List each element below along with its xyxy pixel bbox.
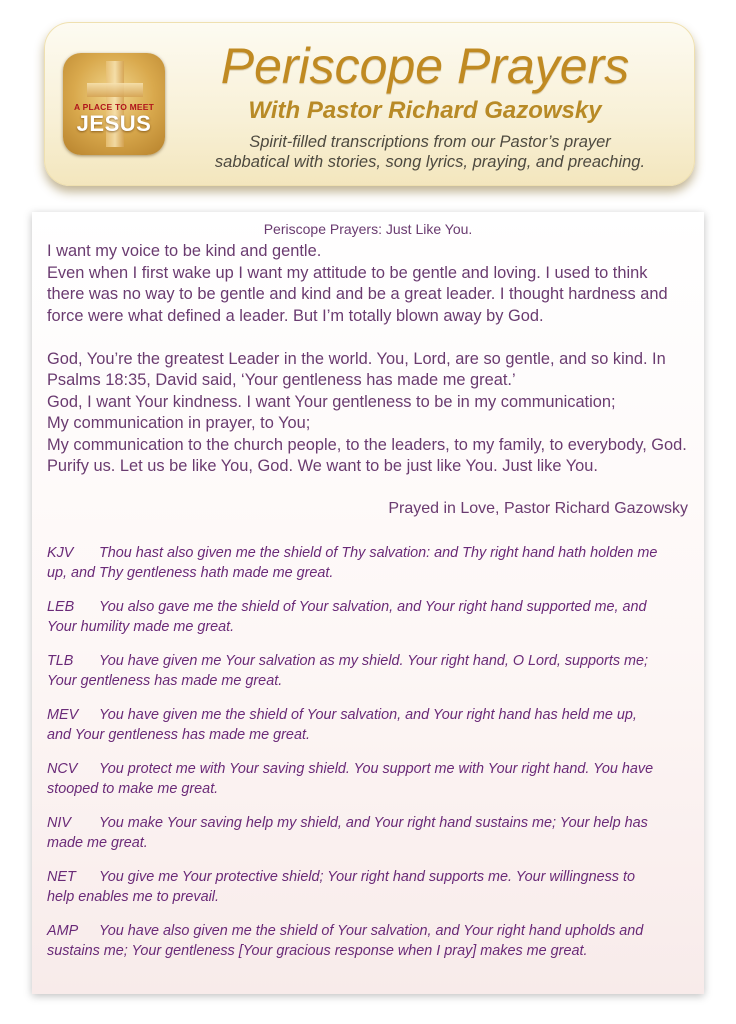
verse-text-cont: sustains me; Your gentleness [Your gracious response when I pray] makes me great. [47,943,588,959]
banner-tagline-line2: sabbatical with stories, song lyrics, praying, and preaching. [214,153,646,171]
prayer-paragraph-2: God, You’re the greatest Leader in the world. You, Lord, are so gentle, and so kind. In Psalms 18:35, David said, ‘Your gentleness has made me great.’ God, I want Your kindness. I want Your gentleness to be in my communication; My communication in prayer, to You; My communication to the church people, to the leaders, to my family, to everybody, God. Purify us. Let us be like You, God. We want to be just like You. Just like You. [47,349,687,475]
verse-text: You have also given me the shield of Your salvation, and Your right hand upholds and [99,923,644,939]
verse-text-cont: help enables me to prevail. [47,889,219,905]
verse-version: TLB [47,653,74,669]
verse-text-cont: up, and Thy gentleness hath made me great. [47,565,334,581]
verse-text-cont: Your humility made me great. [47,619,235,635]
verse-text-cont: and Your gentleness has made me great. [47,727,310,743]
verse-version: NIV [47,815,71,831]
verse-text-cont: stooped to make me great. [47,781,219,797]
verse-version: NET [47,869,76,885]
prayer-paragraph-1: I want my voice to be kind and gentle. Even when I first wake up I want my attitude to be gentle and loving. I used to think there was no way to be gentle and kind and be a great leader. I thought hardness and force were what defined a leader. But I’m totally blown away by God. [47,242,668,325]
verse-version: KJV [47,545,74,561]
cross-icon-bar [87,83,143,97]
signature: Prayed in Love, Pastor Richard Gazowsky [388,500,688,517]
verse-text-cont: made me great. [47,835,148,851]
verse-version: LEB [47,599,75,615]
verse-version: MEV [47,707,79,723]
banner-tagline-line1: Spirit-filled transcriptions from our Pastor’s prayer [249,133,611,151]
verse-item [47,867,697,907]
verse-text: You also gave me the shield of Your salvation, and Your right hand supported me, and [99,599,647,615]
verse-list [47,543,697,975]
verse-item [47,597,697,637]
verse-item [47,543,697,583]
banner-tagline [170,132,690,172]
logo-tagline: A PLACE TO MEET [74,102,154,112]
verse-text: You give me Your protective shield; Your right hand supports me. Your willingness to [99,869,635,885]
banner-title: Periscope Prayers [220,38,630,94]
verse-item [47,921,697,961]
verse-item [47,651,697,691]
verse-text: Thou hast also given me the shield of Thy salvation: and Thy right hand hath holden me [99,545,658,561]
verse-text: You protect me with Your saving shield. You support me with Your right hand. You have [99,761,654,777]
verse-version: AMP [47,923,79,939]
app-logo [63,53,165,155]
logo-word: JESUS [76,111,152,136]
prayer-body [47,241,697,478]
verse-text: You have given me the shield of Your salvation, and Your right hand has held me up, [99,707,637,723]
document-title: Periscope Prayers: Just Like You. [263,221,473,237]
verse-text-cont: Your gentleness has made me great. [47,673,283,689]
verse-item [47,705,697,745]
verse-item [47,813,697,853]
verse-text: You make Your saving help my shield, and Your right hand sustains me; Your help has [99,815,648,831]
banner-subtitle: With Pastor Richard Gazowsky [248,97,602,124]
verse-version: NCV [47,761,78,777]
verse-item [47,759,697,799]
verse-text: You have given me Your salvation as my shield. Your right hand, O Lord, supports me; [99,653,649,669]
